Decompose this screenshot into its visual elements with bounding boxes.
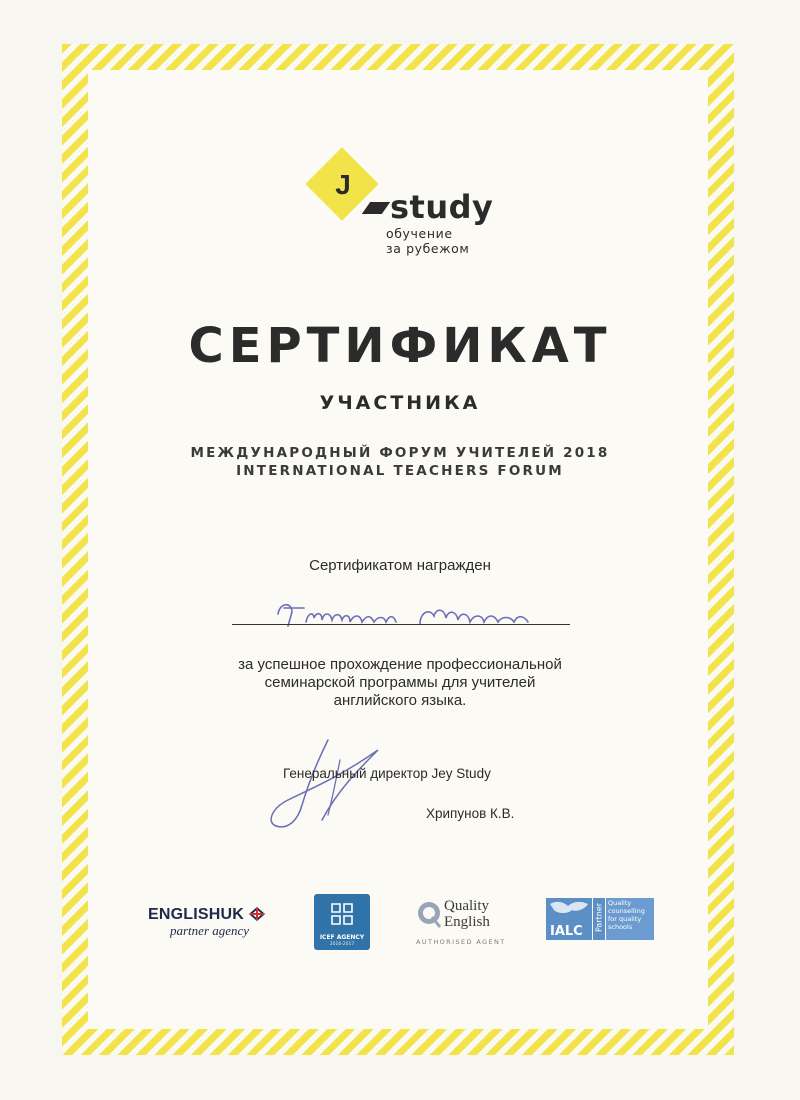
icef-label: ICEF AGENCY [319,934,365,941]
quality-english-wordmark [444,898,490,930]
ialc-partner-logo [546,896,654,942]
director-name: Хрипунов К.В. [426,806,515,821]
event-name-en: INTERNATIONAL TEACHERS FORUM [236,463,564,479]
logo-tagline-line-1: обучение [386,226,453,241]
event-name [0,444,800,480]
award-reason-line-1: за успешное прохождение профессиональной [238,656,562,673]
jstudy-logo [308,148,508,258]
globe-icon [546,898,592,922]
ialc-partner-tag [593,898,605,940]
recipient-name-line [232,624,570,625]
partner-logos [0,880,800,960]
quality-english-line-2: English [444,914,490,930]
logo-slash [362,202,390,214]
logo-tagline-line-2: за рубежом [386,241,470,256]
quality-english-line-1: Quality [444,898,489,914]
director-position: Генеральный директор Jey Study [283,766,491,781]
icef-agency-badge [314,894,370,950]
award-reason-line-2: семинарской программы для учителей [264,674,536,691]
award-reason-line-3: английского языка. [333,692,467,709]
english-uk-wordmark [148,906,265,924]
recipient-handwritten-name [270,594,550,634]
icef-years: 2016-2017 [329,942,355,947]
certificate-subtitle: УЧАСТНИКА [319,392,481,414]
english-uk-uk: UK [220,906,245,923]
director-signature [258,730,428,840]
award-reason [0,656,800,710]
english-uk-english: ENGLISH [148,906,221,923]
ialc-name: IALC [550,924,583,939]
certificate-title: СЕРТИФИКАТ [188,318,612,374]
event-name-ru: МЕЖДУНАРОДНЫЙ ФОРУМ УЧИТЕЛЕЙ 2018 [190,445,610,461]
ialc-partner-label: Partner [594,902,604,933]
awarded-label: Сертификатом награжден [309,557,491,574]
ialc-badge [546,898,592,940]
ialc-description: Quality counselling for quality schools [606,898,654,940]
quality-english-q-icon [416,900,442,930]
union-flag-icon [249,907,265,921]
english-uk-logo [148,906,265,939]
logo-letter: J [335,169,351,200]
english-uk-subtitle: partner agency [170,923,250,938]
logo-name: study [390,188,494,226]
logo-tagline [386,226,469,256]
quality-english-subtitle: AUTHORISED AGENT [416,938,506,946]
quality-english-logo [416,898,526,954]
icef-emblem-icon [314,894,370,934]
